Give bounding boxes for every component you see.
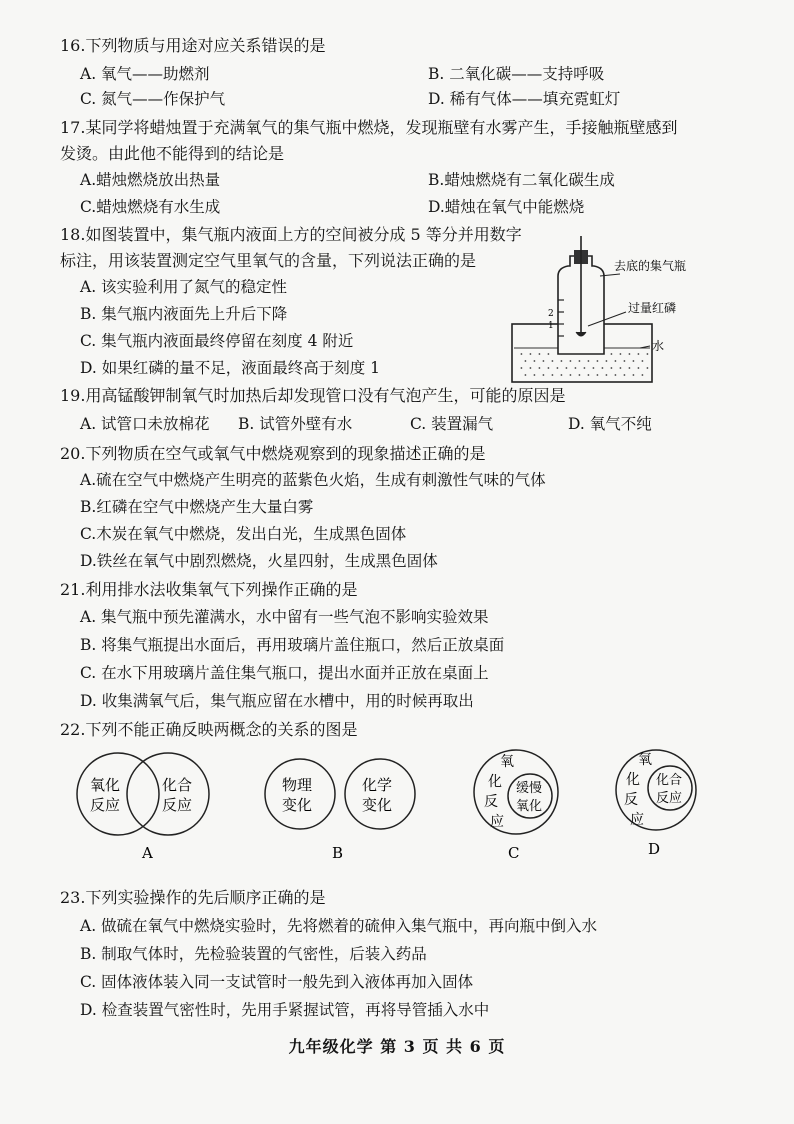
q21-option-c: C. 在水下用玻璃片盖住集气瓶口，提出水面并正放在桌面上	[80, 664, 489, 682]
q20-option-c: C.木炭在氧气中燃烧，发出白光，生成黑色固体	[80, 525, 407, 543]
q23-stem: 23.下列实验操作的先后顺序正确的是	[60, 888, 326, 907]
water-dot	[525, 374, 527, 376]
q20-stem: 20.下列物质在空气或氧气中燃烧观察到的现象描述正确的是	[60, 444, 486, 463]
water-dot	[611, 367, 613, 369]
diagram-c-outer-char3: 反	[484, 794, 498, 810]
q19-option-b: B. 试管外壁有水	[238, 415, 353, 433]
water-dot	[561, 360, 563, 362]
q16-stem: 16.下列物质与用途对应关系错误的是	[60, 36, 326, 55]
water-dot	[548, 353, 550, 355]
diagram-d-inner-line2: 反应	[656, 791, 683, 806]
diagram-b-right-line2: 变化	[362, 796, 393, 814]
q19-option-c: C. 装置漏气	[410, 415, 494, 433]
water-dot	[629, 367, 631, 369]
water-dot	[557, 367, 559, 369]
water-dot	[521, 353, 523, 355]
diagram-d	[616, 750, 696, 858]
q23-option-b: B. 制取气体时，先检验装置的气密性，后装入药品	[80, 945, 427, 963]
q18-option-d: D. 如果红磷的量不足，液面最终高于刻度 1	[80, 359, 381, 377]
water-dot	[620, 353, 622, 355]
water-dot	[597, 374, 599, 376]
q16-option-d: D. 稀有气体——填充霓虹灯	[428, 90, 621, 108]
diagram-d-outer-char1: 氧	[638, 752, 652, 768]
water-dot	[647, 367, 649, 369]
water-dot	[530, 367, 532, 369]
water-dot	[638, 353, 640, 355]
water-dot	[647, 353, 649, 355]
diagram-d-outer-char4: 应	[630, 812, 644, 828]
diagram-a-label: A	[142, 844, 153, 862]
water-dot	[642, 360, 644, 362]
q21-option-b: B. 将集气瓶提出水面后，再用玻璃片盖住瓶口，然后正放桌面	[80, 636, 505, 654]
q18-option-a: A. 该实验利用了氮气的稳定性	[80, 278, 288, 296]
diagram-a-right-line1: 化合	[162, 776, 193, 794]
q20-option-a: A.硫在空气中燃烧产生明亮的蓝紫色火焰，生成有刺激性气味的气体	[80, 471, 546, 489]
scale-label-1: 1	[548, 321, 554, 331]
scale-label-2: 2	[548, 309, 554, 319]
label-red-phosphorus: 过量红磷	[628, 301, 677, 315]
water-dot	[624, 374, 626, 376]
water-dot	[606, 360, 608, 362]
q19-option-d: D. 氧气不纯	[568, 415, 652, 433]
q21-option-a: A. 集气瓶中预先灌满水，水中留有一些气泡不影响实验效果	[80, 608, 489, 626]
water-dot	[525, 360, 527, 362]
diagram-b	[265, 759, 415, 862]
q18-apparatus-figure	[508, 236, 688, 386]
water-dot	[539, 353, 541, 355]
water-dot	[534, 360, 536, 362]
diagram-a-left-line2: 反应	[90, 796, 121, 814]
water-dot	[534, 374, 536, 376]
water-dot	[588, 374, 590, 376]
water-dot	[543, 360, 545, 362]
water-dot	[620, 367, 622, 369]
diagram-d-label: D	[648, 840, 661, 858]
water-dots	[521, 353, 649, 376]
diagram-c	[474, 750, 558, 862]
water-dot	[633, 374, 635, 376]
water-dot	[584, 367, 586, 369]
water-dot	[624, 360, 626, 362]
water-dot	[629, 353, 631, 355]
water-dot	[606, 374, 608, 376]
water-dot	[615, 360, 617, 362]
page-footer: 九年级化学 第 3 页 共 6 页	[288, 1037, 506, 1056]
q18-stem-line2: 标注，用该装置测定空气里氧气的含量，下列说法正确的是	[60, 251, 477, 270]
q17-option-a: A.蜡烛燃烧放出热量	[80, 171, 221, 189]
water-dot	[615, 374, 617, 376]
q23-option-a: A. 做硫在氧气中燃烧实验时，先将燃着的硫伸入集气瓶中，再向瓶中倒入水	[80, 917, 598, 935]
diagram-c-inner-line2: 氧化	[516, 799, 543, 814]
diagram-b-label: B	[332, 844, 344, 862]
q16-option-a: A. 氧气——助燃剂	[80, 65, 210, 83]
water-dot	[642, 374, 644, 376]
q23-option-d: D. 检查装置气密性时，先用手紧握试管，再将导管插入水中	[80, 1001, 490, 1019]
q17-stem-line1: 17.某同学将蜡烛置于充满氧气的集气瓶中燃烧，发现瓶壁有水雾产生，手接触瓶壁感到	[60, 118, 678, 137]
label-water: 水	[652, 339, 665, 353]
q17-option-d: D.蜡烛在氧气中能燃烧	[428, 198, 585, 216]
water-dot	[588, 360, 590, 362]
water-dot	[633, 360, 635, 362]
q20-option-d: D.铁丝在氧气中剧烈燃烧，火星四射，生成黑色固体	[80, 552, 438, 570]
water-dot	[566, 367, 568, 369]
diagram-a-left-line1: 氧化	[90, 776, 121, 794]
diagram-d-inner-line1: 化合	[656, 773, 683, 788]
q17-option-b: B.蜡烛燃烧有二氧化碳生成	[428, 171, 615, 189]
q19-option-a: A. 试管口未放棉花	[80, 415, 210, 433]
diagram-a	[77, 753, 209, 862]
diagram-d-outer-char2: 化	[626, 772, 640, 788]
water-dot	[593, 367, 595, 369]
q21-option-d: D. 收集满氧气后，集气瓶应留在水槽中，用的时候再取出	[80, 692, 474, 710]
diagram-c-label: C	[508, 844, 520, 862]
q16-option-b: B. 二氧化碳——支持呼吸	[428, 65, 605, 83]
diagram-c-outer-char1: 氧	[500, 754, 514, 770]
water-dot	[570, 374, 572, 376]
q18-option-b: B. 集气瓶内液面先上升后下降	[80, 305, 288, 323]
diagram-c-outer-char4: 应	[490, 814, 504, 830]
water-dot	[521, 367, 523, 369]
water-dot	[530, 353, 532, 355]
q18-option-c: C. 集气瓶内液面最终停留在刻度 4 附近	[80, 332, 354, 350]
q17-option-c: C.蜡烛燃烧有水生成	[80, 198, 221, 216]
diagram-b-left-line2: 变化	[282, 796, 313, 814]
q20-option-b: B.红磷在空气中燃烧产生大量白雾	[80, 498, 314, 516]
diagram-c-outer-char2: 化	[488, 774, 502, 790]
diagram-b-right-line1: 化学	[362, 776, 393, 794]
water-dot	[597, 360, 599, 362]
water-dot	[552, 360, 554, 362]
water-dot	[552, 374, 554, 376]
diagram-a-right-line2: 反应	[162, 796, 193, 814]
q16-option-c: C. 氮气——作保护气	[80, 90, 226, 108]
water-dot	[579, 360, 581, 362]
diagram-d-outer-char3: 反	[624, 792, 638, 808]
q17-stem-line2: 发烫。由此他不能得到的结论是	[60, 144, 285, 163]
q22-diagrams	[60, 748, 740, 868]
water-dot	[611, 353, 613, 355]
label-bottomless-bottle: 去底的集气瓶	[614, 259, 687, 273]
water-dot	[638, 367, 640, 369]
q18-stem-line1: 18.如图装置中，集气瓶内液面上方的空间被分成 5 等分并用数字	[60, 225, 522, 244]
water-dot	[561, 374, 563, 376]
water-dot	[575, 367, 577, 369]
water-dot	[548, 367, 550, 369]
diagram-c-inner-line1: 缓慢	[516, 781, 543, 796]
q23-option-c: C. 固体液体装入同一支试管时一般先到入液体再加入固体	[80, 973, 474, 991]
water-dot	[602, 367, 604, 369]
water-dot	[539, 367, 541, 369]
q21-stem: 21.利用排水法收集氧气下列操作正确的是	[60, 580, 358, 599]
water-dot	[579, 374, 581, 376]
q22-stem: 22.下列不能正确反映两概念的关系的图是	[60, 720, 358, 739]
q19-stem: 19.用高锰酸钾制氧气时加热后却发现管口没有气泡产生，可能的原因是	[60, 386, 566, 405]
water-dot	[570, 360, 572, 362]
water-dot	[543, 374, 545, 376]
diagram-b-left-line1: 物理	[282, 776, 313, 794]
